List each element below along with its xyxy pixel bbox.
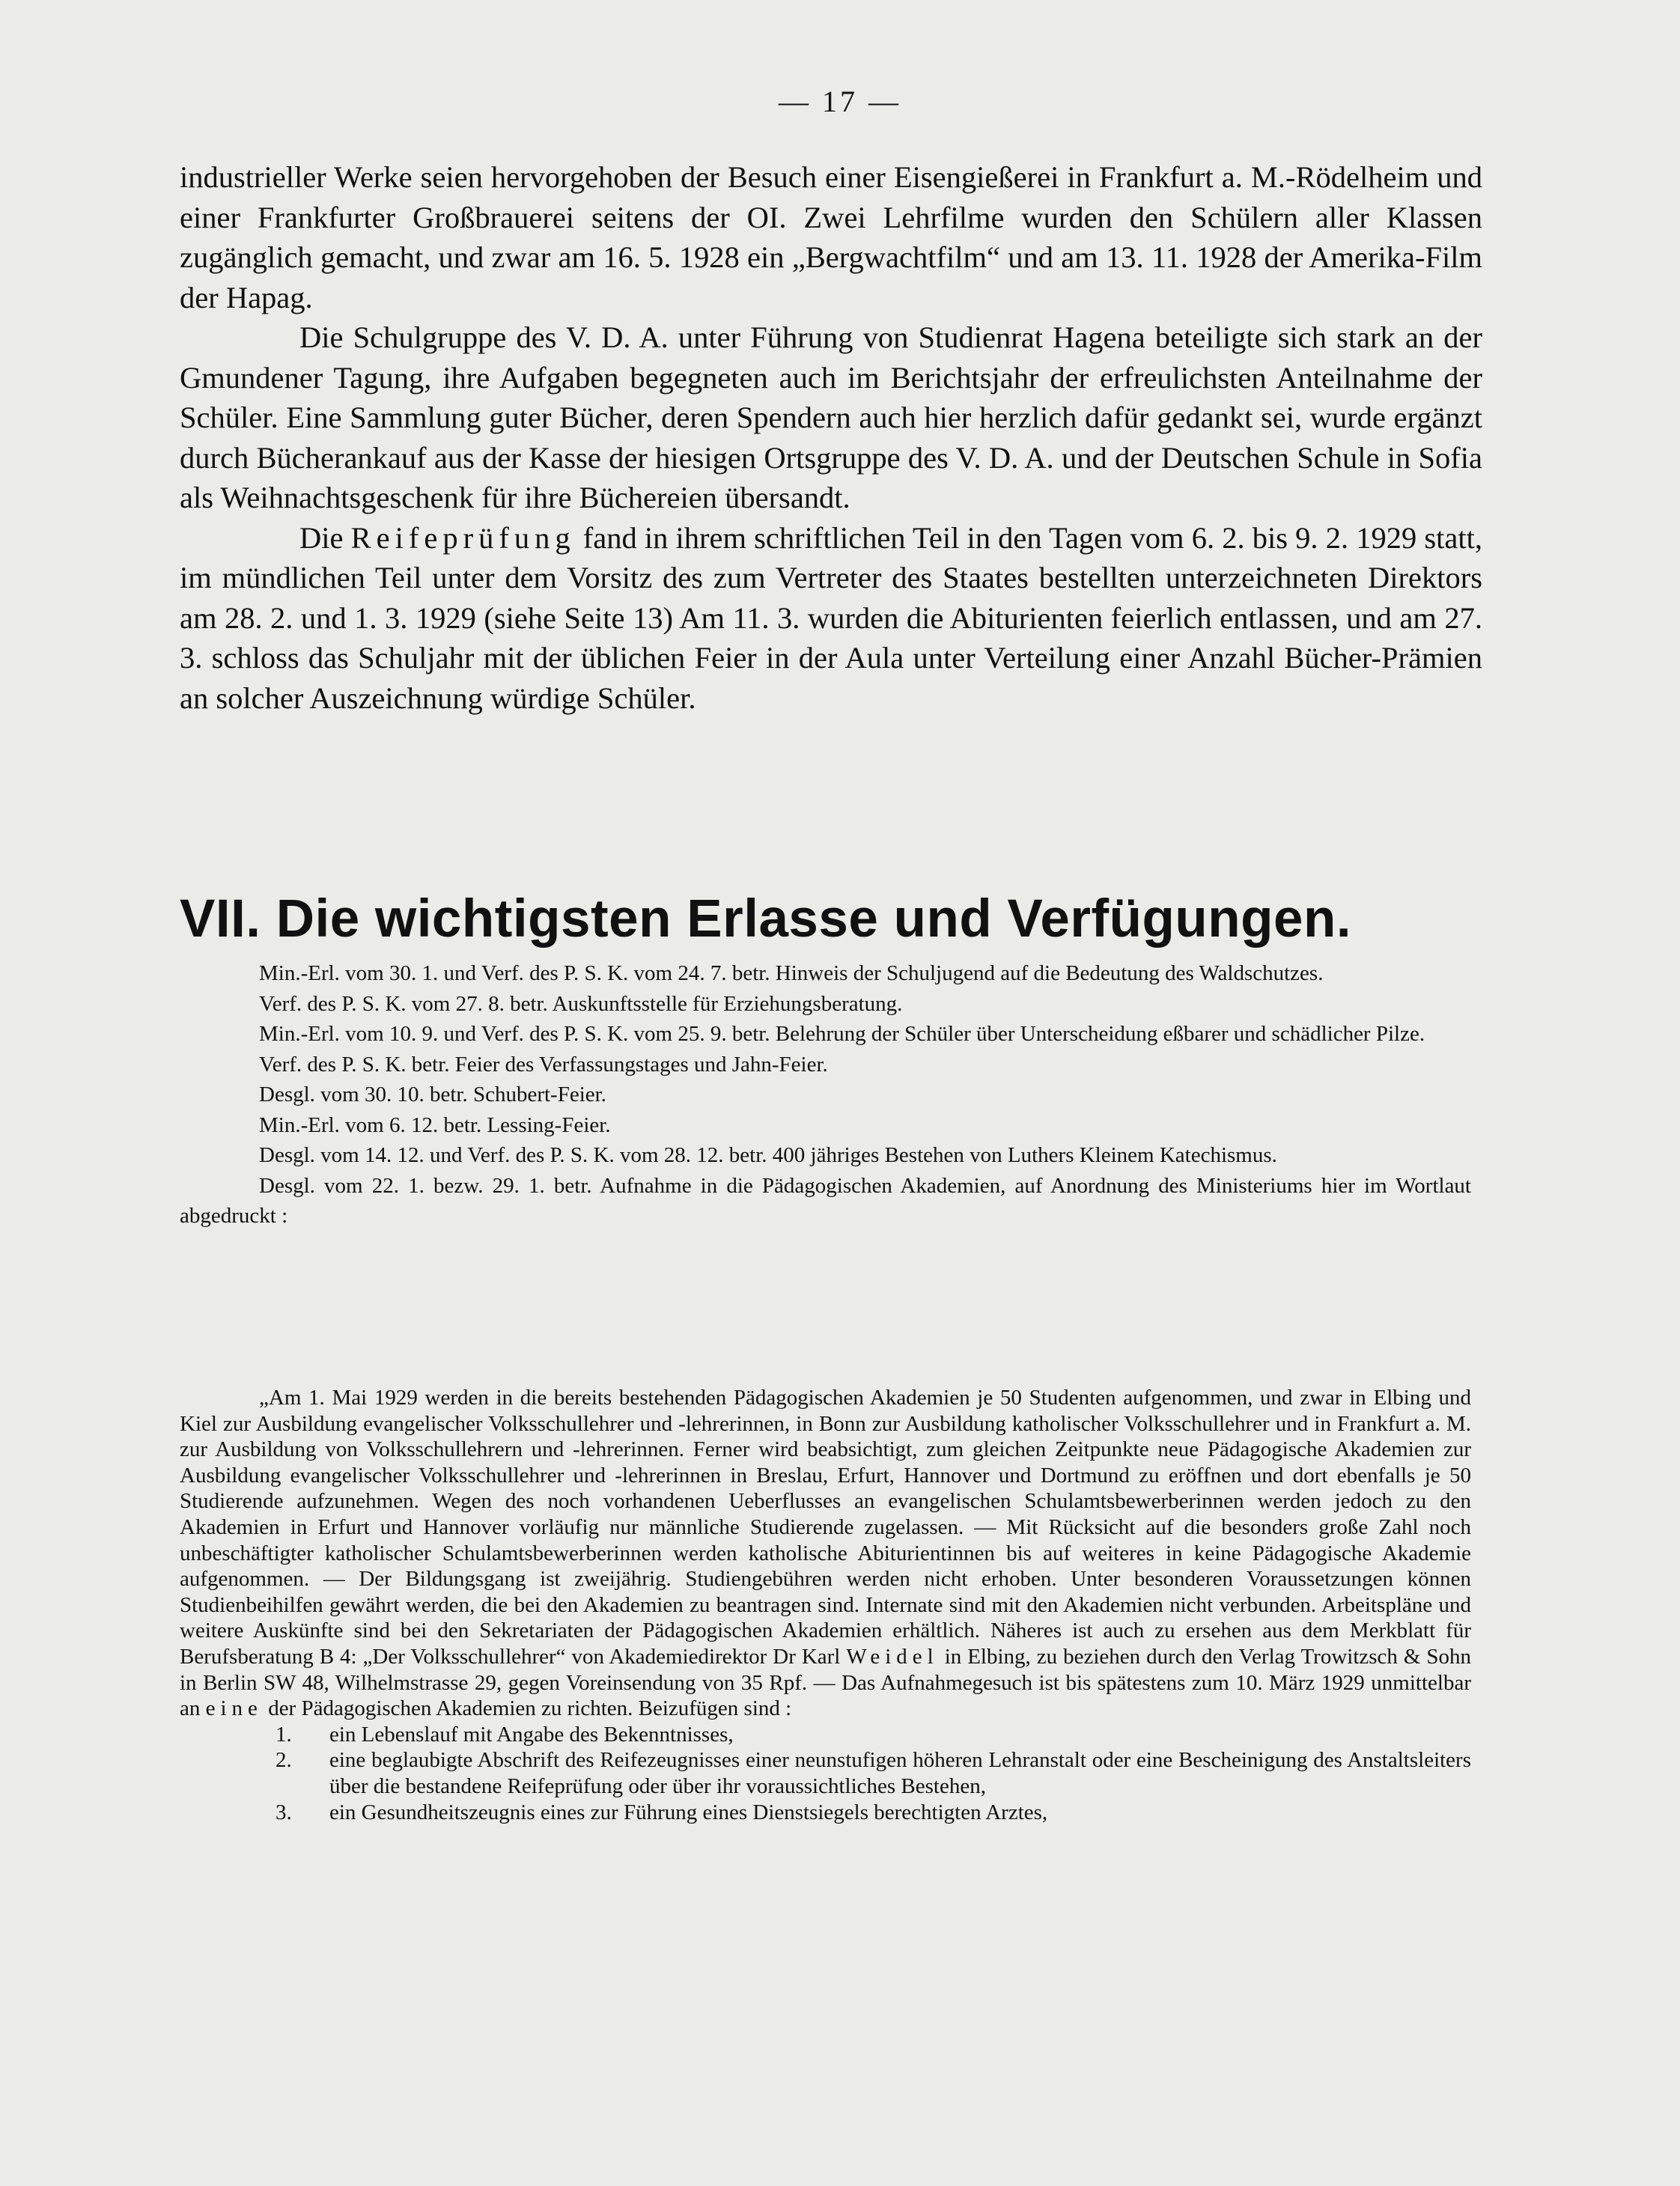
decree-item: Verf. des P. S. K. vom 27. 8. betr. Auskunftsstelle für Erziehungsberatung. (259, 991, 903, 1016)
quoted-announcement (180, 1385, 1471, 1825)
requirement-number: 3. (276, 1800, 292, 1824)
requirements-list (180, 1722, 1471, 1825)
decree-item: Min.-Erl. vom 6. 12. betr. Lessing-Feier. (259, 1112, 611, 1137)
requirement-number: 1. (276, 1722, 292, 1747)
author-name-spaced: Weidel (846, 1644, 939, 1669)
decree-item: Min.-Erl. vom 10. 9. und Verf. des P. S. K. vom 25. 9. betr. Belehrung der Schüler über Unterscheidung eßbarer und schädlicher Pilze. (259, 1022, 1425, 1046)
paragraph-excursions-films: industrieller Werke seien hervorgehoben der Besuch einer Eisengießerei in Frankfurt a. M.-Rödelheim und einer Frankfurter Großbrauerei seitens der OI. Zwei Lehrfilme wurden den Schülern aller Klassen zugänglich gemacht, und zwar am 16. 5. 1928 ein „Bergwachtfilm“ und am 13. 11. 1928 der Amerika-Film der Hapag. (180, 160, 1482, 314)
paragraph-reifepruefung (180, 518, 1482, 719)
decree-item: Desgl. vom 22. 1. bezw. 29. 1. betr. Aufnahme in die Pädagogischen Akademien, auf Anordnung des Ministeriums hier im Wortlaut abgedruckt : (180, 1173, 1471, 1228)
requirement-text: ein Lebenslauf mit Angabe des Bekenntnisses, (329, 1722, 734, 1747)
requirement-item (180, 1722, 1471, 1748)
decree-item: Verf. des P. S. K. betr. Feier des Verfassungstages und Jahn-Feier. (259, 1052, 828, 1077)
reifepruefung-emphasis: Reifeprüfung (350, 520, 576, 555)
decree-item: Min.-Erl. vom 30. 1. und Verf. des P. S. K. vom 24. 7. betr. Hinweis der Schuljugend auf die Bedeutung des Waldschutzes. (259, 961, 1324, 985)
requirement-item (180, 1747, 1471, 1799)
decree-item: Desgl. vom 14. 12. und Verf. des P. S. K. vom 28. 12. betr. 400 jähriges Bestehen von Luthers Kleinem Katechismus. (259, 1143, 1277, 1167)
announcement-part-2: in Elbing, zu beziehen durch den Verlag Trowitzsch & Sohn in Berlin SW 48, Wilhelmstrasse 29, gegen Voreinsendung von 35 Rpf. — Das Aufnahmegesuch ist bis spätestens zum 10. März 1929 unmittelbar an (180, 1644, 1471, 1721)
decree-item: Desgl. vom 30. 10. betr. Schubert-Feier. (259, 1083, 606, 1106)
requirement-item (180, 1800, 1471, 1826)
decree-list (180, 958, 1471, 1231)
reifepruefung-lead: Die (299, 520, 344, 555)
page-number: — 17 — (779, 85, 901, 118)
announcement-part-3: der Pädagogischen Akademien zu richten. Beizufügen sind : (268, 1696, 792, 1721)
requirement-number: 2. (276, 1748, 292, 1773)
requirement-text: eine beglaubigte Abschrift des Reifezeugnisses einer neunstufigen höheren Lehranstalt oder eine Bescheinigung des Anstaltsleiters über die bestandene Reifeprüfung oder über ihr voraussichtliches Bestehen, (329, 1748, 1471, 1798)
section-heading: VII. Die wichtigsten Erlasse und Verfügungen. (180, 889, 1352, 949)
announcement-body (180, 1385, 1471, 1722)
announcement-part-1: „Am 1. Mai 1929 werden in die bereits bestehenden Pädagogischen Akademien je 50 Studenten aufgenommen, und zwar in Elbing und Kiel zur Ausbildung evangelischer Volksschullehrer und -lehrerinnen, in Bonn zur Ausbildung katholischer Volksschullehrer und in Frankfurt a. M. zur Ausbildung von Volksschullehrern und -lehrerinnen. Ferner wird beabsichtigt, zum gleichen Zeitpunkte neue Pädagogische Akademien zur Ausbildung evangelischer Volksschullehrer und -lehrerinnen in Breslau, Erfurt, Hannover und Dortmund zu eröffnen und dort ebenfalls je 50 Studierende aufzunehmen. Wegen des noch vorhandenen Ueberflusses an evangelischen Schulamtsbewerberinnen werden jedoch zu den Akademien in Erfurt und Hannover vorläufig nur männliche Studierende zugelassen. — Mit Rücksicht auf die besonders große Zahl noch unbeschäftigter katholischer Schulamtsbewerberinnen werden katholische Abiturientinnen bis auf weiteres in keine Pädagogische Akademie aufgenommen. — Der Bildungsgang ist zweijährig. Studiengebühren werden nicht erhoben. Unter besonderen Voraussetzungen können Studienbeihilfen gewährt werden, die bei den Akademien zu beantragen sind. Internate sind mit den Akademien nicht verbunden. Arbeitspläne und weitere Auskünfte sind bei den Sekretariaten der Pädagogischen Akademien erhältlich. Näheres ist auch zu ersehen aus dem Merkblatt für Berufsberatung B 4: „Der Volksschullehrer“ von Akademiedirektor Dr Karl (180, 1386, 1471, 1669)
paragraph-vda-group: Die Schulgruppe des V. D. A. unter Führung von Studienrat Hagena beteiligte sich stark an der Gmundener Tagung, ihre Aufgaben begegneten auch im Berichtsjahr der erfreulichsten Anteilnahme der Schüler. Eine Sammlung guter Bücher, deren Spendern auch hier herzlich dafür gedankt sei, wurde ergänzt durch Bücherankauf aus der Kasse der hiesigen Ortsgruppe des V. D. A. und der Deutschen Schule in Sofia als Weihnachtsgeschenk für ihre Büchereien übersandt. (180, 320, 1482, 514)
school-report-text (180, 157, 1482, 718)
requirement-text: ein Gesundheitszeugnis eines zur Führung eines Dienstsiegels berechtigten Arztes, (329, 1800, 1048, 1824)
eine-spaced: eine (205, 1696, 263, 1721)
reifepruefung-text: fand in ihrem schriftlichen Teil in den Tagen vom 6. 2. bis 9. 2. 1929 statt, im mündlichen Teil unter dem Vorsitz des zum Vertreter des Staates bestellten unterzeichneten Direktors am 28. 2. und 1. 3. 1929 (siehe Seite 13) Am 11. 3. wurden die Abiturienten feierlich entlassen, und am 27. 3. schloss das Schuljahr mit der üblichen Feier in der Aula unter Verteilung einer Anzahl Bücher-Prämien an solcher Auszeichnung würdige Schüler. (180, 520, 1483, 715)
